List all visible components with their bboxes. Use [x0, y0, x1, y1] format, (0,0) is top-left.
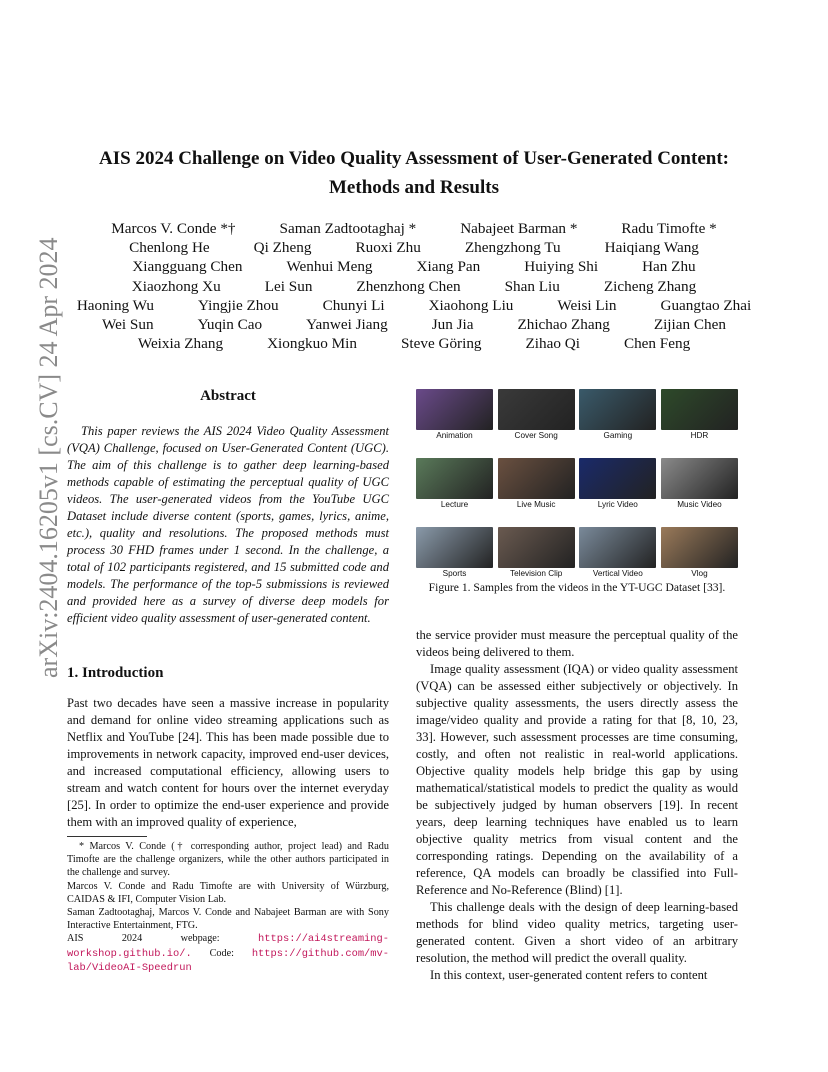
video-category-label: Live Music — [516, 500, 556, 509]
author-name: Saman Zadtootaghaj * — [279, 220, 417, 237]
video-thumbnail — [498, 458, 575, 499]
video-thumbnail — [416, 389, 493, 430]
author-name: Xiaohong Liu — [428, 296, 514, 314]
author-name: Steve Göring — [400, 335, 482, 353]
figure-sample — [661, 527, 738, 588]
section-heading-introduction: 1. Introduction — [67, 665, 164, 681]
author-name: Nabajeet Barman * — [460, 220, 578, 237]
author-name: Jun Jia — [431, 316, 474, 334]
video-thumbnail — [579, 527, 656, 568]
right-paragraph-3: This challenge deals with the design of deep learning-based methods for blind video quality metrics, targeting user-generated content. Given a short video of an arbitrary resolution, the method will predict the overall quality. — [416, 900, 738, 965]
paper-title — [60, 144, 768, 202]
footnote-1: * Marcos V. Conde († corresponding author, project lead) and Radu Timofte are the challenge organizers, while the other authors participated in the challenge and survey. — [67, 841, 389, 879]
author-name: Marcos V. Conde *† — [111, 220, 236, 237]
author-name: Weisi Lin — [557, 296, 617, 314]
code-link[interactable]: https://github.com/mv-lab/VideoAI-Speedrun — [67, 947, 389, 974]
video-category-label: Gaming — [603, 431, 633, 440]
figure-sample — [579, 389, 656, 450]
figure-sample — [498, 389, 575, 450]
abstract-heading: Abstract — [200, 388, 256, 404]
figure-row — [416, 389, 738, 450]
figure-1-caption: Figure 1. Samples from the videos in the YT-UGC Dataset [33]. — [428, 581, 726, 594]
author-name: Han Zhu — [642, 258, 696, 276]
right-paragraph-4: In this context, user-generated content refers to content — [430, 968, 708, 982]
figure-sample — [498, 527, 575, 588]
video-category-label: Lyric Video — [597, 500, 638, 509]
video-thumbnail — [661, 389, 738, 430]
video-thumbnail — [579, 389, 656, 430]
code-label: Code: — [209, 947, 234, 959]
author-name: Haiqiang Wang — [604, 239, 699, 257]
author-name: Zijian Chen — [653, 316, 726, 334]
video-thumbnail — [498, 527, 575, 568]
author-name: Weixia Zhang — [137, 335, 224, 353]
author-name: Haoning Wu — [76, 296, 154, 314]
author-line — [70, 296, 758, 315]
video-thumbnail — [661, 527, 738, 568]
author-name: Huiying Shi — [524, 258, 599, 276]
author-name: Chunyi Li — [322, 296, 385, 314]
figure-sample — [661, 458, 738, 519]
author-name: Xiaozhong Xu — [131, 277, 221, 295]
video-category-label: Television Clip — [509, 569, 563, 578]
footnote-3: Saman Zadtootaghaj, Marcos V. Conde and Nabajeet Barman are with Sony Interactive Entertainment, FTG. — [67, 907, 389, 932]
video-thumbnail — [416, 458, 493, 499]
author-name: Zicheng Zhang — [603, 277, 697, 295]
figure-row — [416, 458, 738, 519]
author-name: Zhichao Zhang — [517, 316, 610, 334]
abstract-text: This paper reviews the AIS 2024 Video Quality Assessment (VQA) Challenge, focused on User-Generated Content (UGC). The aim of this challenge is to gather deep learning-based methods capable of estimating the perceptual quality of UGC videos. The user-generated videos from the YouTube UGC Dataset include diverse content (sports, games, lyrics, anime, etc.), quality and resolutions. The proposed methods must process 30 FHD frames under 1 second. In the challenge, a total of 102 participants registered, and 15 submitted code and models. The performance of the top-5 submissions is reviewed and provided here as a survey of diverse deep models for efficient video quality assessment of user-generated content. — [67, 424, 389, 625]
figure-sample — [498, 458, 575, 519]
video-thumbnail — [416, 527, 493, 568]
video-thumbnail — [661, 458, 738, 499]
author-name: Yanwei Jiang — [306, 316, 388, 334]
author-name: Chenlong He — [129, 239, 210, 257]
video-category-label: Sports — [442, 569, 467, 578]
author-name: Shan Liu — [504, 277, 560, 295]
author-list — [70, 219, 758, 353]
title-line-2: Methods and Results — [329, 177, 499, 198]
figure-sample — [416, 527, 493, 588]
author-line — [70, 334, 758, 353]
footnote-2: Marcos V. Conde and Radu Timofte are with University of Würzburg, CAIDAS & IFI, Computer Vision Lab. — [67, 880, 389, 905]
figure-sample — [416, 458, 493, 519]
author-line — [70, 277, 758, 296]
footnote-rule — [67, 836, 147, 837]
author-name: Zhengzhong Tu — [464, 239, 561, 257]
author-line — [70, 257, 758, 276]
arxiv-stamp — [14, 237, 63, 678]
video-category-label: HDR — [690, 431, 709, 440]
video-category-label: Music Video — [677, 500, 722, 509]
author-name: Yuqin Cao — [197, 316, 263, 334]
author-name: Chen Feng — [623, 335, 691, 353]
webpage-link[interactable]: https://ai4streaming-workshop.github.io/. — [67, 933, 389, 960]
figure-sample — [579, 458, 656, 519]
footnotes — [67, 840, 389, 975]
author-name: Xiangguang Chen — [132, 258, 243, 276]
author-name: Ruoxi Zhu — [355, 239, 421, 257]
introduction-text: Past two decades have seen a massive increase in popularity and demand for online video streaming applications such as Netflix and YouTube [24]. This has been made possible due to improvements in network capacity, improved end-user devices, and increased computational efficiency, allowing users to stream and watch content for hours over the internet everyday [25]. In order to optimize the end-user experience and provide them with an improved quality of experience, — [67, 696, 389, 829]
author-line — [70, 238, 758, 257]
right-paragraph-1: the service provider must measure the perceptual quality of the videos being delivered to them. — [416, 628, 738, 659]
author-line — [70, 219, 758, 238]
author-name: Wei Sun — [102, 316, 154, 334]
figure-1-grid — [416, 389, 738, 596]
title-line-1: AIS 2024 Challenge on Video Quality Assessment of User-Generated Content: — [99, 148, 729, 169]
author-name: Wenhui Meng — [286, 258, 373, 276]
right-column-text — [416, 627, 738, 984]
webpage-label: AIS 2024 webpage: — [67, 933, 220, 945]
footnote-4 — [67, 932, 389, 975]
arxiv-stamp-text: arXiv:2404.16205v1 [cs.CV] 24 Apr 2024 — [34, 237, 63, 678]
right-paragraph-2: Image quality assessment (IQA) or video quality assessment (VQA) can be assessed either subjectively or objectively. In subjective quality assessments, the users directly assess the image/video quality and provide a rating for that [8, 10, 23, 33]. However, such assessment processes are time consuming, costly, and often not realistic in real-world applications. Objective quality models help bridge this gap by using mathematical/statistical models to predict the quality as would be subjectively judged by human observers [19]. In recent years, deep learning techniques have enabled us to learn objective quality metrics from visual content and the corresponding ratings. Depending on the availability of a reference, QA models can broadly be classified into Full-Reference and No-Reference (Blind) [1]. — [416, 662, 738, 897]
figure-sample — [579, 527, 656, 588]
author-line — [70, 315, 758, 334]
author-name: Zhenzhong Chen — [356, 277, 461, 295]
author-name: Xiongkuo Min — [267, 335, 357, 353]
video-category-label: Cover Song — [514, 431, 558, 440]
author-name: Guangtao Zhai — [660, 296, 752, 314]
figure-sample — [661, 389, 738, 450]
author-name: Qi Zheng — [253, 239, 312, 257]
video-thumbnail — [579, 458, 656, 499]
video-thumbnail — [498, 389, 575, 430]
author-name: Zihao Qi — [525, 335, 580, 353]
figure-sample — [416, 389, 493, 450]
video-category-label: Animation — [436, 431, 473, 440]
author-name: Lei Sun — [264, 277, 313, 295]
video-category-label: Lecture — [440, 500, 469, 509]
author-name: Xiang Pan — [416, 258, 481, 276]
video-category-label: Vertical Video — [592, 569, 643, 578]
author-name: Radu Timofte * — [621, 220, 717, 237]
author-name: Yingjie Zhou — [197, 296, 279, 314]
video-category-label: Vlog — [691, 569, 708, 578]
figure-row — [416, 527, 738, 588]
